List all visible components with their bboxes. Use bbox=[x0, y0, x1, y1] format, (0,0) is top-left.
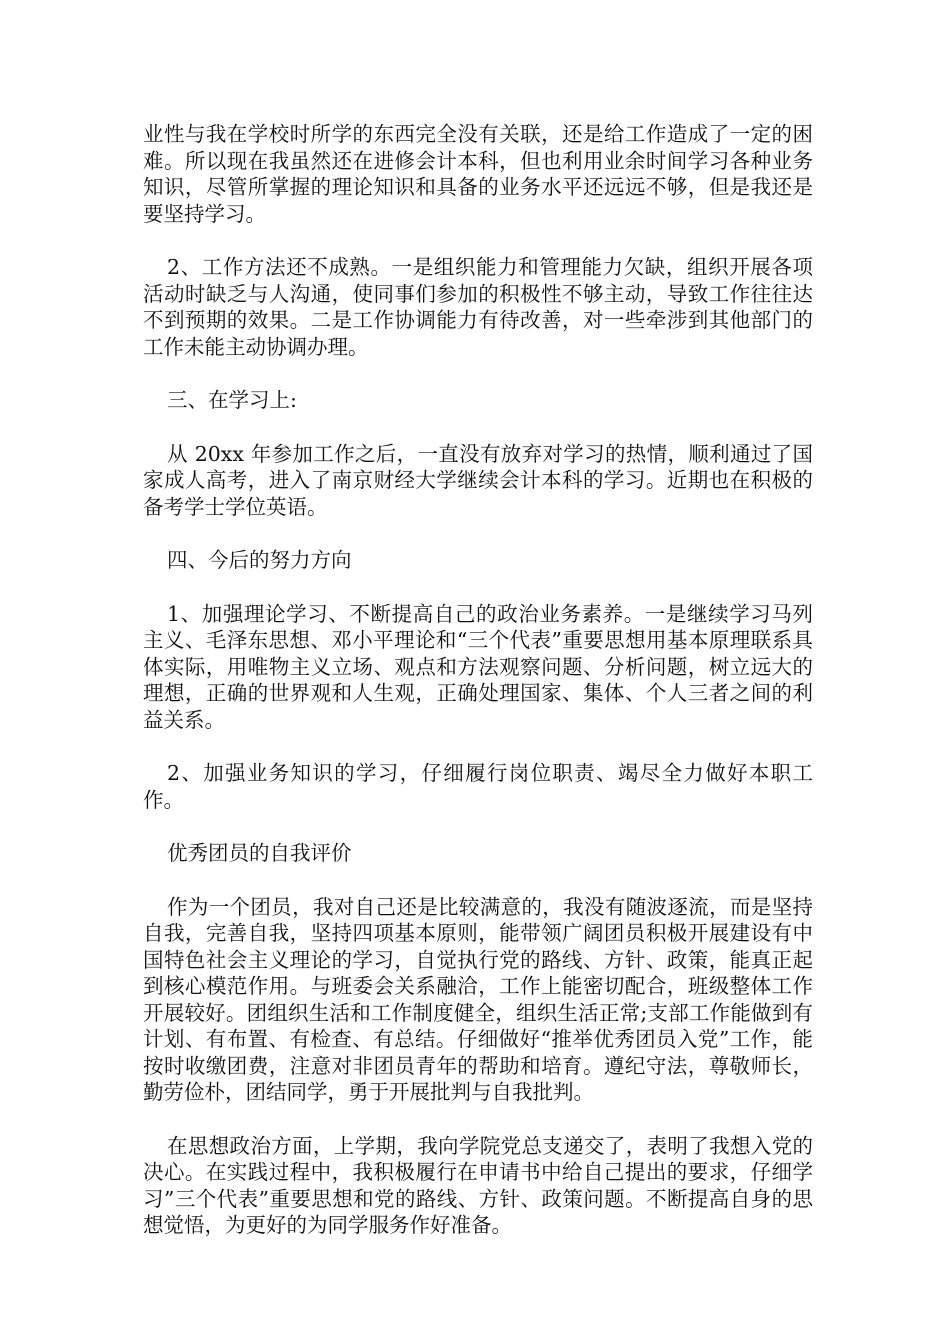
section-heading-future-direction: 四、今后的努力方向 bbox=[167, 548, 352, 572]
paragraph-continuation: 业性与我在学校时所学的东西完全没有关联，还是给工作造成了一定的困难。所以现在我虽然还在进修会计本科，但也利用业余时间学习各种业务知识，尽管所掌握的理论知识和具备的业务水平还远远不够，但是我还是要坚持学习。 bbox=[143, 122, 813, 226]
section-heading-self-evaluation: 优秀团员的自我评价 bbox=[167, 841, 352, 865]
paragraph-self-evaluation: 作为一个团员，我对自己还是比较满意的，我没有随波逐流，而是坚持自我，完善自我，坚持四项基本原则，能带领广阔团员积极开展建设有中国特色社会主义理论的学习，自觉执行党的路线、方针、政策，能真正起到核心模范作用。与班委会关系融洽，工作上能密切配合，班级整体工作开展较好。团组织生活和工作制度健全，组织生活正常;支部工作能做到有计划、有布置、有检查、有总结。仔细做好“推举优秀团员入党”工作，能按时收缴团费，注意对非团员青年的帮助和培育。遵纪守法，尊敬师长，勤劳俭朴，团结同学，勇于开展批判与自我批判。 bbox=[143, 894, 813, 1104]
paragraph-theory-study: 1、加强理论学习、不断提高自己的政治业务素养。一是继续学习马列主义、毛泽东思想、邓小平理论和“三个代表”重要思想用基本原理联系具体实际，用唯物主义立场、观点和方法观察问题、分析问题，树立远大的理想，正确的世界观和人生观，正确处理国家、集体、个人三者之间的利益关系。 bbox=[143, 601, 813, 732]
document-page bbox=[143, 121, 813, 1266]
paragraph-work-method: 2、工作方法还不成熟。一是组织能力和管理能力欠缺，组织开展各项活动时缺乏与人沟通，使同事们参加的积极性不够主动，导致工作往往达不到预期的效果。二是工作协调能力有待改善，对一些牵涉到其他部门的工作未能主动协调办理。 bbox=[143, 255, 813, 359]
paragraph-business-knowledge: 2、加强业务知识的学习，仔细履行岗位职责、竭尽全力做好本职工作。 bbox=[143, 761, 813, 812]
paragraph-political-thought: 在思想政治方面，上学期，我向学院党总支递交了，表明了我想入党的决心。在实践过程中，我积极履行在申请书中给自己提出的要求，仔细学习”三个代表”重要思想和党的路线、方针、政策问题。不断提高自身的思想觉悟，为更好的为同学服务作好准备。 bbox=[143, 1133, 813, 1237]
paragraph-study: 从 20xx 年参加工作之后，一直没有放弃对学习的热情，顺利通过了国家成人高考，进入了南京财经大学继续会计本科的学习。近期也在积极的备考学士学位英语。 bbox=[143, 441, 813, 519]
section-heading-study: 三、在学习上: bbox=[167, 388, 297, 412]
